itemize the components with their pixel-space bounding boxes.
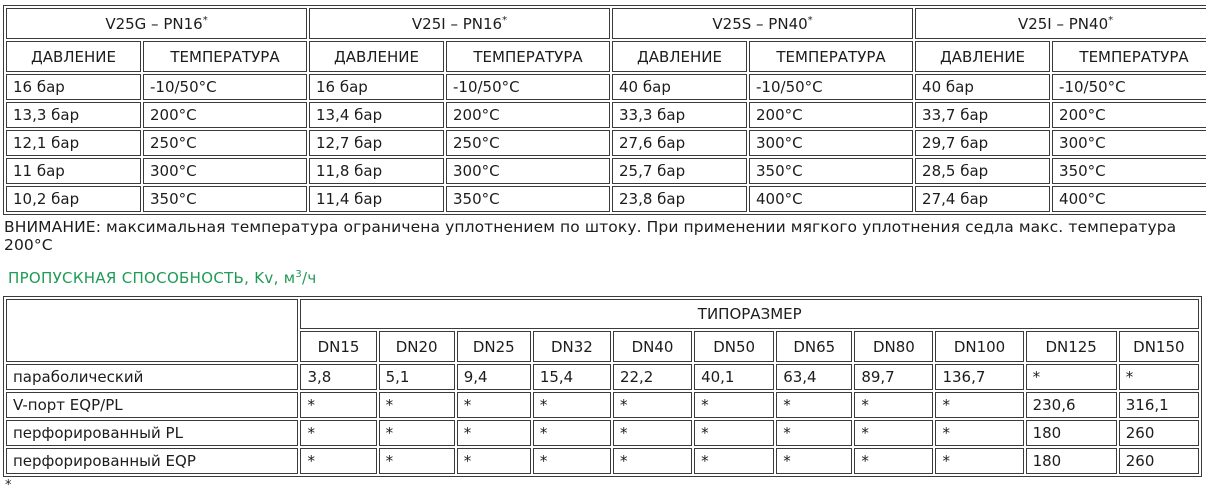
table-row (6, 186, 1206, 212)
kv-value-cell: * (854, 392, 933, 418)
heading-text: ПРОПУСКНАЯ СПОСОБНОСТЬ, Kv, м (8, 269, 296, 287)
kv-value-cell: * (776, 420, 852, 446)
temperature-cell: -10/50°C (749, 74, 913, 100)
kv-value-cell: * (776, 448, 852, 474)
dn-column-header: DN25 (457, 331, 531, 362)
pressure-cell: 27,6 бар (612, 130, 747, 156)
temperature-cell: 200°C (143, 102, 307, 128)
kv-value-cell: 260 (1119, 448, 1199, 474)
table-row (6, 130, 1206, 156)
table-row (6, 392, 1199, 418)
kv-value-cell: * (379, 420, 455, 446)
pressure-cell: 12,1 бар (6, 130, 141, 156)
temperature-cell: 350°C (1052, 158, 1206, 184)
plug-type-label: параболический (6, 364, 298, 390)
kv-value-cell: * (300, 392, 376, 418)
kv-value-cell: * (613, 392, 692, 418)
heading-superscript: 3 (295, 269, 303, 280)
pressure-temperature-table (3, 5, 1206, 215)
valve-model-title: V25G – PN16 (105, 14, 203, 33)
size-span-header: ТИПОРАЗМЕР (300, 299, 1199, 329)
kv-value-cell: * (776, 392, 852, 418)
flow-capacity-heading (8, 269, 1203, 287)
footnote-ref: * (807, 14, 813, 26)
pressure-cell: 25,7 бар (612, 158, 747, 184)
kv-value-cell: 5,1 (379, 364, 455, 390)
temperature-cell: -10/50°C (143, 74, 307, 100)
kv-value-cell: * (533, 392, 611, 418)
temperature-column-header: ТЕМПЕРАТУРА (446, 41, 610, 72)
valve-model-header-v25s-pn40 (612, 8, 913, 39)
kv-value-cell: * (694, 448, 774, 474)
kv-value-cell: * (533, 448, 611, 474)
flow-capacity-table (3, 296, 1202, 477)
size-span-header-row (6, 299, 1199, 329)
kv-value-cell: 15,4 (533, 364, 611, 390)
temperature-cell: 250°C (446, 130, 610, 156)
kv-value-cell: 40,1 (694, 364, 774, 390)
valve-model-header-v25i-pn16 (309, 8, 610, 39)
pressure-cell: 23,8 бар (612, 186, 747, 212)
plug-type-label: перфорированный PL (6, 420, 298, 446)
kv-value-cell: * (935, 420, 1023, 446)
table-row (6, 102, 1206, 128)
dn-column-header: DN100 (935, 331, 1023, 362)
table-row (6, 158, 1206, 184)
kv-value-cell: * (935, 392, 1023, 418)
temperature-column-header: ТЕМПЕРАТУРА (1052, 41, 1206, 72)
valve-model-title: V25S – PN40 (712, 14, 808, 33)
temperature-cell: 300°C (446, 158, 610, 184)
pressure-cell: 33,3 бар (612, 102, 747, 128)
kv-value-cell: * (854, 420, 933, 446)
pressure-cell: 33,7 бар (915, 102, 1050, 128)
kv-value-cell: * (379, 448, 455, 474)
dn-column-header: DN32 (533, 331, 611, 362)
temperature-cell: 200°C (1052, 102, 1206, 128)
table-row (6, 420, 1199, 446)
kv-value-cell: 136,7 (935, 364, 1023, 390)
kv-value-cell: 22,2 (613, 364, 692, 390)
temperature-cell: 200°C (749, 102, 913, 128)
pressure-cell: 12,7 бар (309, 130, 444, 156)
kv-value-cell: * (300, 420, 376, 446)
pressure-column-header: ДАВЛЕНИЕ (915, 41, 1050, 72)
pressure-column-header: ДАВЛЕНИЕ (6, 41, 141, 72)
kv-value-cell: * (457, 392, 531, 418)
kv-value-cell: 180 (1026, 448, 1117, 474)
pressure-cell: 16 бар (309, 74, 444, 100)
dn-column-header: DN15 (300, 331, 376, 362)
kv-value-cell: * (533, 420, 611, 446)
temperature-column-header: ТЕМПЕРАТУРА (143, 41, 307, 72)
footnote-ref: * (1108, 14, 1114, 26)
valve-model-header-v25g-pn16 (6, 8, 307, 39)
temperature-cell: 400°C (749, 186, 913, 212)
kv-value-cell: * (457, 448, 531, 474)
temperature-cell: 200°C (446, 102, 610, 128)
pressure-cell: 11,8 бар (309, 158, 444, 184)
temperature-cell: 300°C (143, 158, 307, 184)
pressure-cell: 29,7 бар (915, 130, 1050, 156)
temperature-column-header: ТЕМПЕРАТУРА (749, 41, 913, 72)
temperature-cell: 350°C (749, 158, 913, 184)
pressure-cell: 10,2 бар (6, 186, 141, 212)
kv-value-cell: * (694, 392, 774, 418)
kv-value-cell: 316,1 (1119, 392, 1199, 418)
kv-value-cell: * (300, 448, 376, 474)
footnote-marker: * (5, 478, 12, 493)
pressure-cell: 28,5 бар (915, 158, 1050, 184)
temperature-cell: -10/50°C (1052, 74, 1206, 100)
dn-column-header: DN20 (379, 331, 455, 362)
pressure-column-header: ДАВЛЕНИЕ (612, 41, 747, 72)
pressure-cell: 13,4 бар (309, 102, 444, 128)
kv-value-cell: 260 (1119, 420, 1199, 446)
pressure-cell: 13,3 бар (6, 102, 141, 128)
valve-model-title: V25I – PN16 (411, 14, 503, 33)
temperature-cell: 350°C (143, 186, 307, 212)
temperature-cell: 350°C (446, 186, 610, 212)
kv-value-cell: 230,6 (1026, 392, 1117, 418)
dn-column-header: DN150 (1119, 331, 1199, 362)
kv-value-cell: * (613, 448, 692, 474)
kv-value-cell: 9,4 (457, 364, 531, 390)
pressure-cell: 40 бар (612, 74, 747, 100)
valve-model-header-row (6, 8, 1206, 39)
heading-text-suffix: /ч (302, 269, 317, 287)
warning-note: ВНИМАНИЕ: максимальная температура ограничена уплотнением по штоку. При применении мягкого уплотнения седла макс. температура 200°C (4, 218, 1177, 254)
kv-value-cell: * (1119, 364, 1199, 390)
pressure-column-header: ДАВЛЕНИЕ (309, 41, 444, 72)
dn-column-header: DN40 (613, 331, 692, 362)
table-row (6, 364, 1199, 390)
pressure-cell: 27,4 бар (915, 186, 1050, 212)
plug-type-label: перфорированный EQP (6, 448, 298, 474)
kv-value-cell: * (694, 420, 774, 446)
kv-value-cell: * (854, 448, 933, 474)
empty-corner-cell (6, 299, 298, 362)
footnote-ref: * (502, 14, 508, 26)
kv-value-cell: 180 (1026, 420, 1117, 446)
kv-value-cell: * (1026, 364, 1117, 390)
kv-value-cell: * (613, 420, 692, 446)
dn-column-header: DN80 (854, 331, 933, 362)
pressure-cell: 11,4 бар (309, 186, 444, 212)
footnote-ref: * (202, 14, 208, 26)
valve-model-header-v25i-pn40 (915, 8, 1206, 39)
temperature-cell: 300°C (1052, 130, 1206, 156)
pressure-cell: 40 бар (915, 74, 1050, 100)
dn-column-header: DN50 (694, 331, 774, 362)
kv-value-cell: 89,7 (854, 364, 933, 390)
table-row (6, 448, 1199, 474)
kv-value-cell: 3,8 (300, 364, 376, 390)
pressure-cell: 16 бар (6, 74, 141, 100)
column-header-row (6, 41, 1206, 72)
pressure-cell: 11 бар (6, 158, 141, 184)
temperature-cell: 250°C (143, 130, 307, 156)
valve-model-title: V25I – PN40 (1017, 14, 1109, 33)
temperature-cell: 400°C (1052, 186, 1206, 212)
table-row (6, 74, 1206, 100)
plug-type-label: V-порт EQP/PL (6, 392, 298, 418)
kv-value-cell: * (935, 448, 1023, 474)
dn-column-header: DN65 (776, 331, 852, 362)
temperature-cell: -10/50°C (446, 74, 610, 100)
temperature-cell: 300°C (749, 130, 913, 156)
kv-value-cell: * (457, 420, 531, 446)
kv-value-cell: 63,4 (776, 364, 852, 390)
dn-column-header: DN125 (1026, 331, 1117, 362)
kv-value-cell: * (379, 392, 455, 418)
